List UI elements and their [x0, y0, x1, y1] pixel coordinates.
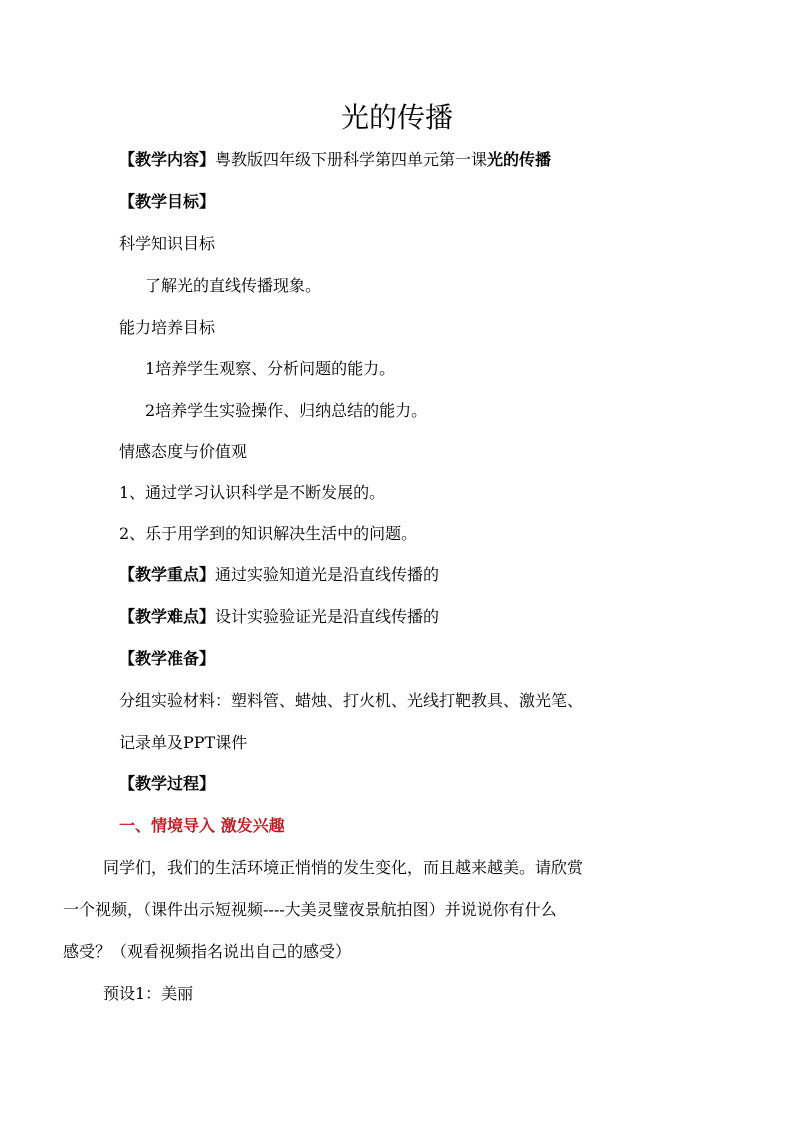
emotion-objective-item-1: 1、通过学习认识科学是不断发展的。: [119, 483, 386, 502]
teaching-content-text: 粤教版四年级下册科学第四单元第一课: [215, 150, 488, 169]
difficulty-label: 【教学难点】: [119, 607, 216, 626]
difficulty-line: [119, 605, 439, 629]
preset-1: 预设1：美丽: [103, 984, 194, 1003]
teaching-content-line: [119, 148, 551, 172]
difficulty-text: 设计实验验证光是沿直线传播的: [215, 607, 440, 626]
process-heading: 【教学过程】: [119, 774, 216, 793]
ability-objective-heading: 能力培养目标: [119, 318, 216, 337]
knowledge-objective-heading: 科学知识目标: [119, 234, 216, 253]
paragraph-line-3: 感受？（观看视频指名说出自己的感受）: [63, 942, 352, 961]
preparation-line-1: 分组实验材料：塑料管、蜡烛、打火机、光线打靶教具、激光笔、: [119, 691, 584, 710]
paragraph-line-1: 同学们，我们的生活环境正悄悄的发生变化，而且越来越美。请欣赏: [103, 858, 584, 877]
section-1-heading: 一、情境导入 激发兴趣: [119, 816, 285, 835]
preparation-line-2: 记录单及PPT课件: [119, 733, 248, 752]
teaching-content-label: 【教学内容】: [119, 150, 216, 169]
key-point-label: 【教学重点】: [119, 565, 216, 584]
key-point-text: 通过实验知道光是沿直线传播的: [215, 565, 440, 584]
preparation-heading: 【教学准备】: [119, 649, 216, 668]
emotion-objective-item-2: 2、乐于用学到的知识解决生活中的问题。: [119, 524, 418, 543]
key-point-line: [119, 563, 439, 587]
ability-objective-item-1: 1培养学生观察、分析问题的能力。: [145, 359, 396, 378]
emotion-objective-heading: 情感态度与价值观: [119, 442, 248, 461]
objectives-heading: 【教学目标】: [119, 192, 216, 211]
paragraph-line-2: 一个视频，（课件出示短视频----大美灵璧夜景航拍图）并说说你有什么: [63, 900, 557, 919]
document-title: 光的传播: [340, 101, 453, 134]
knowledge-objective-item: 了解光的直线传播现象。: [145, 276, 322, 295]
teaching-content-lesson: 光的传播: [487, 150, 552, 169]
ability-objective-item-2: 2培养学生实验操作、归纳总结的能力。: [145, 401, 428, 420]
